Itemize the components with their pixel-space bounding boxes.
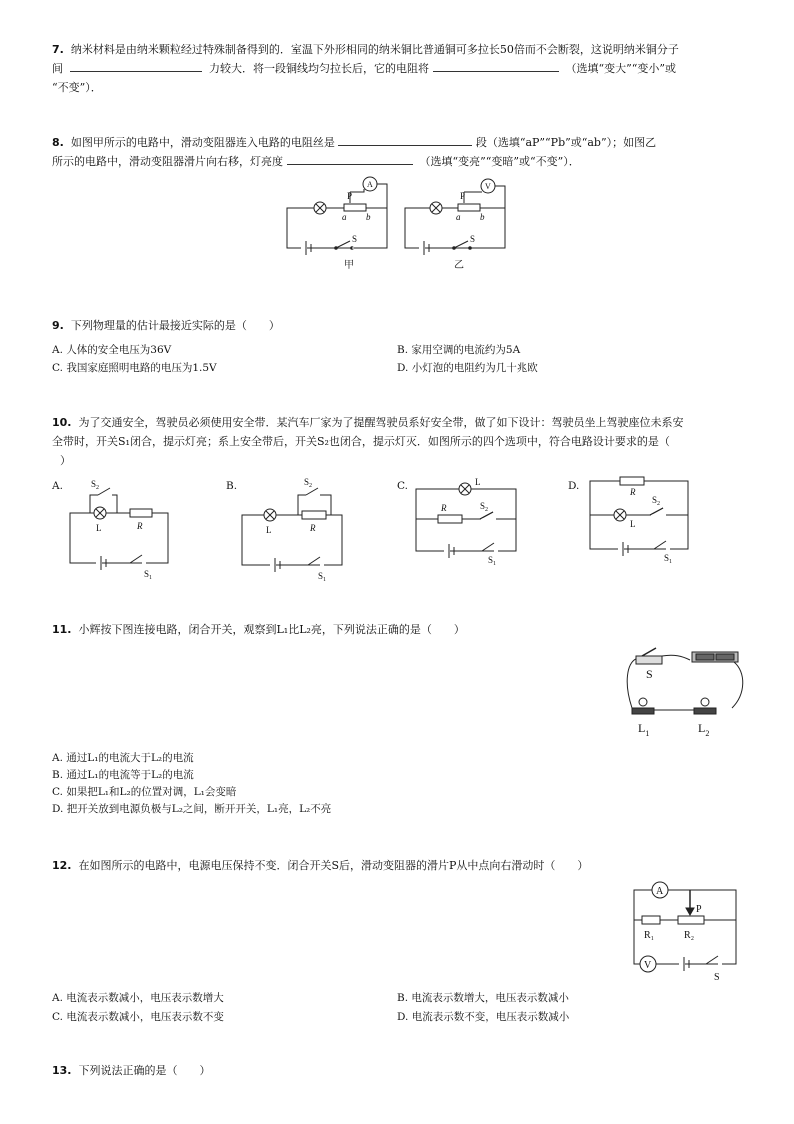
question-text: 段（选填“aP”“Pb”或“ab”）；如图乙 [475, 136, 657, 149]
switch-icon [336, 241, 350, 248]
question-text: ） [60, 454, 71, 467]
option-a[interactable]: A. 电流表示数减小，电压表示数增大 [52, 992, 224, 1004]
svg-text:L1: $L_1$ [638, 721, 650, 738]
svg-text:R₁: R₁ [644, 930, 655, 941]
svg-text:L2: $L_2$ [698, 721, 710, 738]
switch-icon [654, 541, 666, 549]
switch-icon [130, 555, 142, 563]
question-text: 下列物理量的估计最接近实际的是（ ） [70, 319, 280, 332]
question-text: 纳米材料是由纳米颗粒经过特殊制备得到的．室温下外形相同的纳米铜比普通铜可多拉长50倍而不会断裂，这说明纳米铜分子 [70, 43, 679, 56]
svg-text:S1: $S_1$ [144, 569, 153, 581]
switch-icon [98, 488, 110, 495]
option-a-label[interactable]: A. [52, 480, 63, 492]
question-13 [52, 1061, 754, 1080]
option-c[interactable]: C. 如果把L₁和L₂的位置对调，L₁会变暗 [52, 786, 237, 798]
svg-text:L: L [96, 523, 102, 533]
question-text: （选填“变亮”“变暗”或“不变”）． [419, 155, 580, 168]
resistor-icon [130, 509, 152, 517]
answer-blank[interactable] [338, 133, 472, 146]
q10-circuit-c[interactable] [408, 473, 528, 569]
q10-circuit-d[interactable] [582, 471, 702, 567]
switch-icon [636, 656, 662, 664]
question-text: （选填“变大”“变小”或 [565, 62, 676, 75]
question-text: 在如图所示的电路中，电源电压保持不变．闭合开关S后，滑动变阻器的滑片P从中点向右滑动时（ ） [78, 859, 589, 872]
question-number: 12. [52, 859, 72, 872]
svg-text:R: R [441, 503, 447, 513]
question-text: 小辉按下图连接电路，闭合开关，观察到L₁比L₂亮，下列说法正确的是（ ） [78, 623, 465, 636]
ammeter-label: A [367, 180, 373, 189]
svg-text:L: L [475, 477, 481, 487]
switch-icon [706, 956, 718, 964]
bulb-icon [694, 708, 716, 714]
option-c[interactable]: C. 我国家庭照明电路的电压为1.5V [52, 362, 217, 374]
answer-blank[interactable] [70, 59, 202, 72]
terminal-a-label: a [342, 212, 347, 222]
question-text: 间 [52, 62, 63, 75]
option-d-label[interactable]: D. [568, 480, 580, 492]
switch-icon [482, 543, 494, 551]
rheostat-icon [344, 204, 366, 211]
question-text: 力较大．将一段铜线均匀拉长后，它的电阻将 [209, 62, 429, 75]
slider-arrow-icon [686, 908, 694, 915]
q11-circuit-photo [622, 644, 750, 740]
question-number: 13. [52, 1064, 72, 1077]
terminal-b-label: b [480, 212, 485, 222]
rheostat-r2-icon [678, 916, 704, 924]
svg-text:S1: $S_1$ [664, 553, 673, 565]
voltmeter-label: V [485, 182, 491, 191]
question-text: 全带时，开关S₁闭合，提示灯亮；系上安全带后，开关S₂也闭合，提示灯灭．如图所示的四个选项中，符合电路设计要求的是（ [52, 435, 670, 448]
q8-circuit-figure [280, 176, 520, 276]
q10-circuit-a[interactable] [62, 473, 182, 583]
svg-text:V: V [644, 960, 652, 971]
option-a[interactable]: A. 人体的安全电压为36V [52, 344, 172, 356]
switch-label: S [646, 667, 653, 681]
circuit-yi [405, 179, 505, 271]
option-c-label[interactable]: C. [397, 480, 408, 492]
question-number: 10. [52, 416, 72, 429]
option-b[interactable]: B. 通过L₁的电流等于L₂的电流 [52, 769, 194, 781]
option-d[interactable]: D. 小灯泡的电阻约为几十兆欧 [397, 362, 538, 374]
question-number: 11. [52, 623, 72, 636]
svg-text:A: A [656, 886, 664, 897]
question-8 [52, 133, 754, 171]
svg-text:R: R [630, 487, 636, 497]
svg-text:R₂: R₂ [684, 930, 695, 941]
figure-caption: 甲 [344, 260, 354, 271]
resistor-icon [620, 477, 644, 485]
question-number: 8. [52, 136, 64, 149]
switch-label: S [470, 234, 476, 244]
svg-text:P: P [696, 904, 702, 915]
question-number: 9. [52, 319, 64, 332]
q10-circuit-b[interactable] [236, 473, 356, 585]
bulb-icon [632, 708, 654, 714]
slider-label: P [460, 191, 466, 201]
circuit-jia [287, 177, 387, 271]
question-11 [52, 620, 754, 639]
question-text: 为了交通安全，驾驶员必须使用安全带．某汽车厂家为了提醒驾驶员系好安全带，做了如下设计：驾驶员坐上驾驶座位未系安 [78, 416, 684, 429]
question-10 [52, 413, 754, 470]
question-9 [52, 316, 754, 335]
svg-text:S2: $S_2$ [652, 495, 661, 507]
option-a[interactable]: A. 通过L₁的电流大于L₂的电流 [52, 752, 194, 764]
svg-text:L: L [630, 519, 636, 529]
question-text: 如图甲所示的电路中，滑动变阻器连入电路的电阻丝是 [70, 136, 335, 149]
figure-caption: 乙 [454, 260, 464, 271]
switch-label: S [352, 234, 358, 244]
svg-text:S2: $S_2$ [480, 501, 489, 513]
slider-label: P [347, 191, 353, 201]
resistor-r1-icon [642, 916, 660, 924]
question-text: “不变”）． [52, 81, 102, 94]
option-d[interactable]: D. 把开关放到电源负极与L₂之间，断开开关，L₁亮，L₂不亮 [52, 803, 332, 815]
svg-text:S1: $S_1$ [318, 571, 327, 583]
option-c[interactable]: C. 电流表示数减小，电压表示数不变 [52, 1011, 224, 1023]
question-12 [52, 856, 754, 875]
resistor-icon [438, 515, 462, 523]
svg-text:R: R [310, 523, 316, 533]
option-b-label[interactable]: B. [226, 480, 238, 492]
svg-text:S2: $S_2$ [304, 477, 313, 489]
question-number: 7. [52, 43, 64, 56]
svg-text:L: L [266, 525, 272, 535]
switch-icon [454, 241, 468, 248]
terminal-a-label: a [456, 212, 461, 222]
answer-blank[interactable] [287, 152, 413, 165]
question-text: 所示的电路中，滑动变阻器滑片向右移，灯亮度 [52, 155, 283, 168]
question-7 [52, 40, 754, 97]
option-b[interactable]: B. 家用空调的电流约为5A [397, 344, 521, 356]
option-d[interactable]: D. 电流表示数不变，电压表示数减小 [397, 1011, 570, 1023]
answer-blank[interactable] [433, 59, 559, 72]
resistor-icon [302, 511, 326, 519]
svg-text:S: S [714, 972, 720, 983]
option-b[interactable]: B. 电流表示数增大，电压表示数减小 [397, 992, 569, 1004]
switch-icon [308, 557, 320, 565]
q12-circuit-figure [628, 878, 744, 982]
svg-text:S1: $S_1$ [488, 555, 497, 567]
svg-text:S2: $S_2$ [91, 479, 100, 491]
question-text: 下列说法正确的是（ ） [78, 1064, 211, 1077]
rheostat-icon [458, 204, 480, 211]
svg-text:R: R [137, 521, 143, 531]
terminal-b-label: b [366, 212, 371, 222]
switch-icon [306, 488, 318, 495]
